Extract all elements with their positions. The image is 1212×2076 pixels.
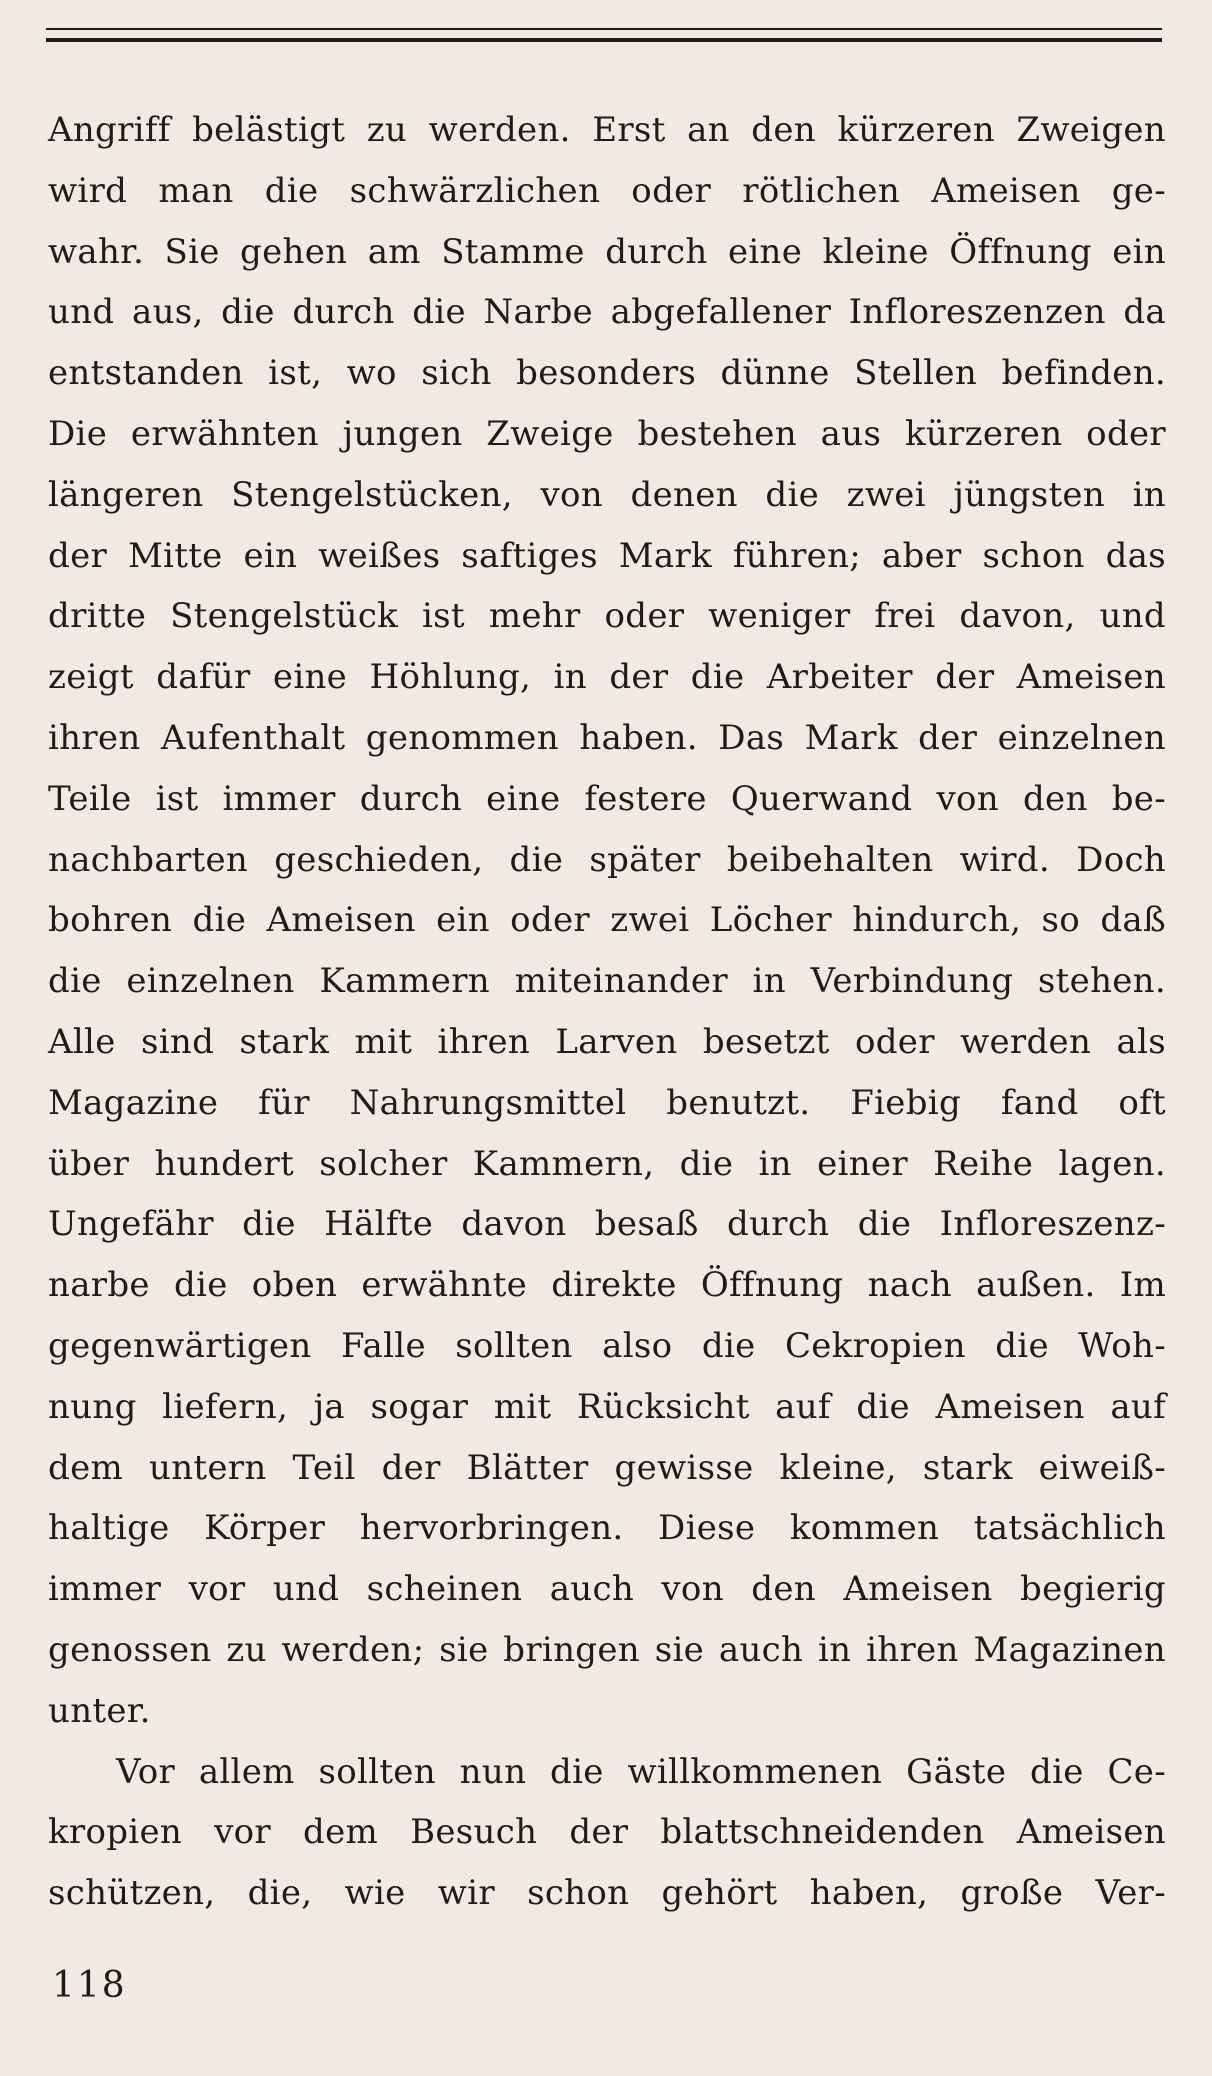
text-line: dem untern Teil der Blätter gewisse kleine, stark eiweiß- — [48, 1447, 1166, 1488]
text-line: haltige Körper hervorbringen. Diese kommen tatsächlich — [48, 1508, 1166, 1549]
text-line: wahr. Sie gehen am Stamme durch eine kleine Öffnung ein — [48, 231, 1166, 272]
text-line: Angriff belästigt zu werden. Erst an den kürzeren Zweigen — [48, 110, 1166, 150]
text-line: narbe die oben erwähnte direkte Öffnung nach außen. Im — [48, 1265, 1166, 1306]
paragraph-2 — [48, 1742, 1166, 1924]
text-line: Die erwähnten jungen Zweige bestehen aus kürzeren oder — [48, 413, 1166, 454]
text-line: ihren Aufenthalt genommen haben. Das Mark der einzelnen — [48, 717, 1166, 758]
text-line: unter. — [48, 1690, 151, 1731]
text-line: der Mitte ein weißes saftiges Mark führen; aber schon das — [48, 535, 1166, 576]
paragraph-1 — [48, 100, 1166, 1742]
text-line: Alle sind stark mit ihren Larven besetzt oder werden als — [48, 1021, 1166, 1062]
text-line: Ungefähr die Hälfte davon besaß durch die Infloreszenz- — [48, 1204, 1166, 1245]
text-line: Teile ist immer durch eine festere Querwand von den be- — [48, 778, 1166, 819]
text-line: über hundert solcher Kammern, die in einer Reihe lagen. — [48, 1143, 1166, 1184]
text-line: schützen, die, wie wir schon gehört haben, große Ver- — [48, 1873, 1166, 1914]
text-line: und aus, die durch die Narbe abgefallener Infloreszenzen da — [48, 292, 1166, 333]
text-line: Vor allem sollten nun die willkommenen Gäste die Ce- — [116, 1751, 1166, 1792]
text-line: genossen zu werden; sie bringen sie auch in ihren Magazinen — [48, 1629, 1166, 1670]
text-line: die einzelnen Kammern miteinander in Verbindung stehen. — [48, 961, 1166, 1002]
text-line: wird man die schwärzlichen oder rötlichen Ameisen ge- — [48, 170, 1166, 211]
text-line: bohren die Ameisen ein oder zwei Löcher hindurch, so daß — [48, 900, 1166, 941]
text-line: immer vor und scheinen auch von den Ameisen begierig — [48, 1569, 1166, 1610]
header-rule-thin — [46, 28, 1162, 30]
text-line: längeren Stengelstücken, von denen die zwei jüngsten in — [48, 474, 1166, 515]
body-text — [48, 100, 1166, 1924]
page-number: 118 — [52, 1965, 127, 2006]
text-line: Magazine für Nahrungsmittel benutzt. Fiebig fand oft — [48, 1082, 1166, 1123]
text-line: zeigt dafür eine Höhlung, in der die Arbeiter der Ameisen — [48, 657, 1166, 698]
text-line: dritte Stengelstück ist mehr oder weniger frei davon, und — [48, 596, 1166, 637]
text-line: nachbarten geschieden, die später beibehalten wird. Doch — [48, 839, 1166, 880]
header-rule-thick — [46, 38, 1162, 42]
text-line: kropien vor dem Besuch der blattschneidenden Ameisen — [48, 1812, 1166, 1853]
text-line: nung liefern, ja sogar mit Rücksicht auf die Ameisen auf — [48, 1386, 1166, 1427]
text-line: entstanden ist, wo sich besonders dünne Stellen befinden. — [48, 353, 1166, 394]
text-line: gegenwärtigen Falle sollten also die Cekropien die Woh- — [48, 1325, 1166, 1366]
